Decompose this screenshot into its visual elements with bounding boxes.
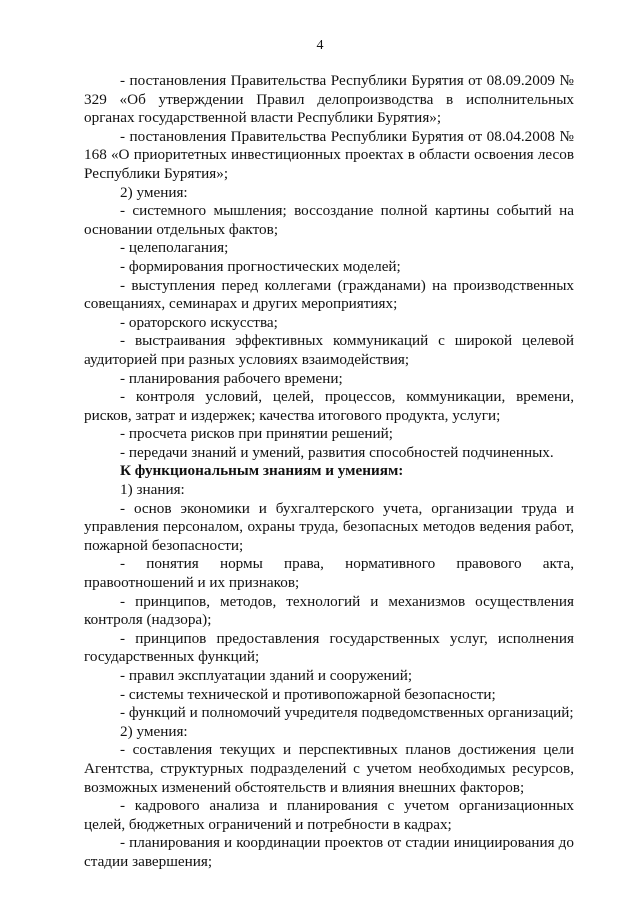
paragraph: - постановления Правительства Республики Бурятия от 08.09.2009 № 329 «Об утверждении Правил делопроизводства в исполнительных органах государственной власти Республики Бурятия»; (84, 72, 574, 127)
paragraph: - формирования прогностических моделей; (120, 257, 401, 275)
document-body (84, 72, 574, 872)
paragraph: - принципов, методов, технологий и механизмов осуществления контроля (надзора); (84, 592, 574, 629)
paragraph: - просчета рисков при принятии решений; (120, 425, 394, 443)
page-number: 4 (316, 38, 324, 53)
paragraph: - понятия нормы права, нормативного правового акта, правоотношений и их признаков; (84, 555, 574, 592)
paragraph: - планирования и координации проектов от стадии инициирования до стадии завершения; (84, 834, 574, 870)
paragraph: 2) умения: (120, 722, 188, 740)
section-heading: К функциональным знаниям и умениям: (120, 462, 404, 480)
paragraph: - правил эксплуатации зданий и сооружений; (120, 667, 413, 684)
paragraph: - принципов предоставления государственных услуг, исполнения государственных функций; (84, 629, 574, 666)
paragraph: 2) умения: (120, 183, 188, 201)
paragraph: - планирования рабочего времени; (120, 369, 343, 387)
paragraph: - кадрового анализа и планирования с учетом организационных целей, бюджетных ограничений и потребности в кадрах; (84, 797, 574, 833)
paragraph: - основ экономики и бухгалтерского учета, организации труда и управления персоналом, охраны труда, безопасных методов ведения работ, пожарной безопасности; (84, 499, 574, 554)
paragraph: - передачи знаний и умений, развития способностей подчиненных. (120, 443, 554, 461)
paragraph: - целеполагания; (120, 239, 229, 257)
paragraph: - выстраивания эффективных коммуникаций с широкой целевой аудиторией при разных условиях взаимодействия; (84, 332, 574, 368)
paragraph: - функций и полномочий учредителя подведомственных организаций; (120, 704, 574, 722)
paragraph: - системы технической и противопожарной безопасности; (120, 685, 496, 703)
paragraph: - составления текущих и перспективных планов достижения цели Агентства, структурных подразделений с учетом необходимых ресурсов, возможных изменений обстоятельств и влияния внешних факторов; (84, 741, 574, 796)
paragraph: - постановления Правительства Республики Бурятия от 08.04.2008 № 168 «О приоритетных инвестиционных проектах в области освоения лесов Республики Бурятия»; (84, 127, 574, 182)
paragraph: - системного мышления; воссоздание полной картины событий на основании отдельных фактов; (84, 202, 574, 238)
paragraph: - контроля условий, целей, процессов, коммуникации, времени, рисков, затрат и издержек; качества итогового продукта, услуги; (84, 388, 574, 424)
paragraph: - ораторского искусства; (120, 313, 278, 331)
paragraph: 1) знания: (120, 481, 185, 499)
paragraph: - выступления перед коллегами (гражданами) на производственных совещаниях, семинарах и других мероприятиях; (84, 276, 574, 313)
